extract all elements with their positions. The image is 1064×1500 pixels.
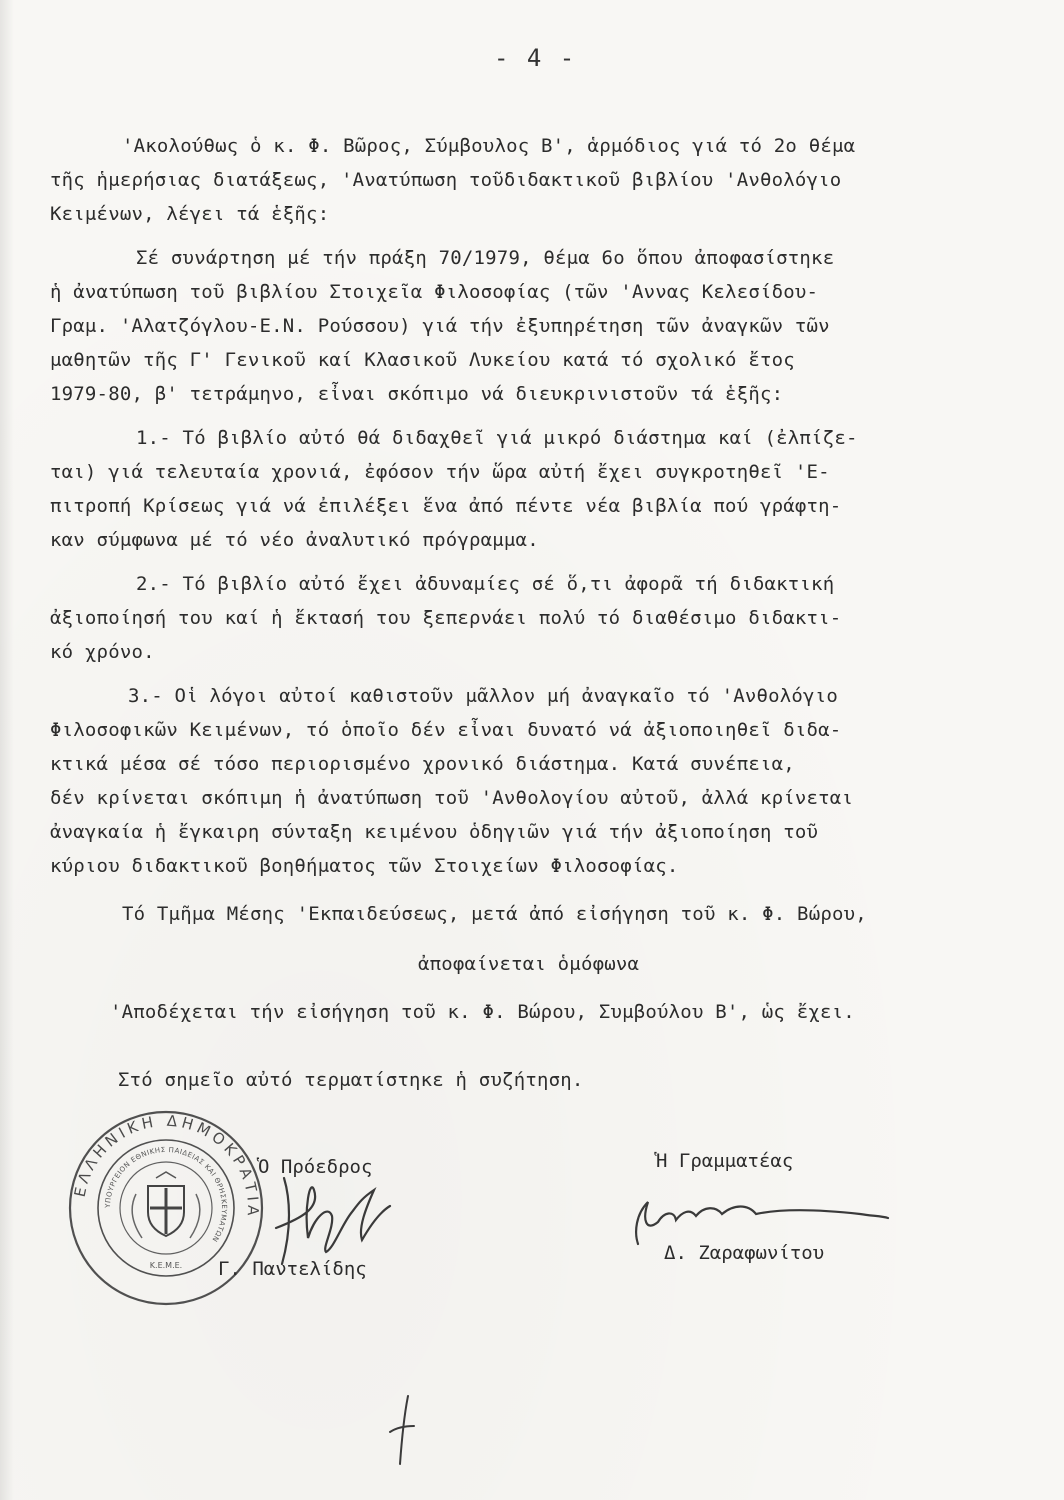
secretary-name: Δ. Ζαραφωνίτου [664, 1242, 825, 1264]
scan-edge-shadow [0, 0, 14, 1500]
text-line: δέν κρίνεται σκόπιμη ἡ ἀνατύπωση τοῦ 'Ανθολογίου αὐτοῦ, ἀλλά κρίνεται [50, 787, 854, 809]
text-line: ἡ ἀνατύπωση τοῦ βιβλίου Στοιχεῖα Φιλοσοφίας (τῶν 'Αννας Κελεσίδου- [50, 281, 819, 303]
svg-text:ΥΠΟΥΡΓΕΙΟΝ ΕΘΝΙΚΗΣ ΠΑΙΔΕΙΑΣ ΚΑ: ΥΠΟΥΡΓΕΙΟΝ ΕΘΝΙΚΗΣ ΠΑΙΔΕΙΑΣ ΚΑΙ ΘΡΗΣΚΕΥΜΑΤΩΝ [103, 1145, 229, 1244]
text-line: πιτροπή Κρίσεως γιά νά ἐπιλέξει ἕνα ἀπό πέντε νέα βιβλία πού γράφτη- [50, 495, 842, 517]
text-line: ἀξιοποίησή του καί ἡ ἔκτασή του ξεπερνάει πολύ τό διαθέσιμο διδακτι- [50, 607, 842, 629]
text-line: κύριου διδακτικοῦ βοηθήματος τῶν Στοιχείων Φιλοσοφίας. [50, 855, 679, 877]
text-line: ται) γιά τελευταία χρονιά, ἐφόσον τήν ὥρα αὐτή ἔχει συγκροτηθεῖ 'Ε- [50, 461, 830, 483]
text-line: Στό σημεῖο αὐτό τερματίστηκε ἡ συζήτηση. [118, 1069, 584, 1091]
text-line: κό χρόνο. [50, 641, 155, 663]
text-line: τῆς ἡμερήσιας διατάξεως, 'Ανατύπωση τοῦδιδακτικοῦ βιβλίου 'Ανθολόγιο [50, 169, 842, 191]
text-line: Γραμ. 'Αλατζόγλου-Ε.Ν. Ρούσσου) γιά τήν ἐξυπηρέτηση τῶν ἀναγκῶν τῶν [50, 315, 830, 337]
text-line: 1.- Τό βιβλίο αὐτό θά διδαχθεῖ γιά μικρό διάστημα καί (ἐλπίζε- [136, 427, 858, 449]
text-line: κτικά μέσα σέ τόσο περιορισμένο χρονικό διάστημα. Κατά συνέπεια, [50, 753, 795, 775]
page-number: - 4 - [494, 44, 577, 72]
text-line: μαθητῶν τῆς Γ' Γενικοῦ καί Κλασικοῦ Λυκείου κατά τό σχολικό ἔτος [50, 349, 795, 371]
decision-heading: ἀποφαίνεται ὁμόφωνα [418, 953, 640, 975]
text-line: Τό Τμῆμα Μέσης 'Εκπαιδεύσεως, μετά ἀπό εἰσήγηση τοῦ κ. Φ. Βώρου, [122, 903, 867, 925]
president-title: Ὁ Πρόεδρος [258, 1156, 373, 1178]
text-line: Φιλοσοφικῶν Κειμένων, τό ὁποῖο δέν εἶναι δυνατό νά ἀξιοποιηθεῖ διδα- [50, 719, 842, 741]
text-line: Κειμένων, λέγει τά ἑξῆς: [50, 203, 330, 225]
initial-mark-icon [382, 1392, 422, 1472]
text-line: 2.- Τό βιβλίο αὐτό ἔχει ἀδυναμίες σέ ὅ,τι ἀφορᾶ τή διδακτική [136, 573, 835, 595]
text-line: καν σύμφωνα μέ τό νέο ἀναλυτικό πρόγραμμα. [50, 529, 539, 551]
text-line: 1979-80, β' τετράμηνο, εἶναι σκόπιμο νά διευκρινιστοῦν τά ἑξῆς: [50, 383, 784, 405]
secretary-title: Ἡ Γραμματέας [656, 1150, 794, 1172]
text-line: 'Ακολούθως ὁ κ. Φ. Βῶρος, Σύμβουλος Β', ἁρμόδιος γιά τό 2ο θέμα [122, 135, 856, 157]
svg-text:Κ.Ε.Μ.Ε.: Κ.Ε.Μ.Ε. [149, 1261, 183, 1270]
text-line: ἀναγκαία ἡ ἔγκαιρη σύνταξη κειμένου ὁδηγιῶν γιά τήν ἀξιοποίηση τοῦ [50, 821, 819, 843]
svg-text:ΕΛΛΗΝΙΚΗ ΔΗΜΟΚΡΑΤΙΑ: ΕΛΛΗΝΙΚΗ ΔΗΜΟΚΡΑΤΙΑ [70, 1111, 263, 1220]
text-line: Σέ συνάρτηση μέ τήν πράξη 70/1979, θέμα 6ο ὅπου ἀποφασίστηκε [136, 247, 835, 269]
president-name: Γ. Παντελίδης [218, 1258, 367, 1280]
text-line: 'Αποδέχεται τήν εἰσήγηση τοῦ κ. Φ. Βώρου, Συμβούλου Β', ὡς ἔχει. [110, 1001, 855, 1023]
text-line: 3.- Οἱ λόγοι αὐτοί καθιστοῦν μᾶλλον μή ἀναγκαῖο τό 'Ανθολόγιο [128, 685, 838, 707]
